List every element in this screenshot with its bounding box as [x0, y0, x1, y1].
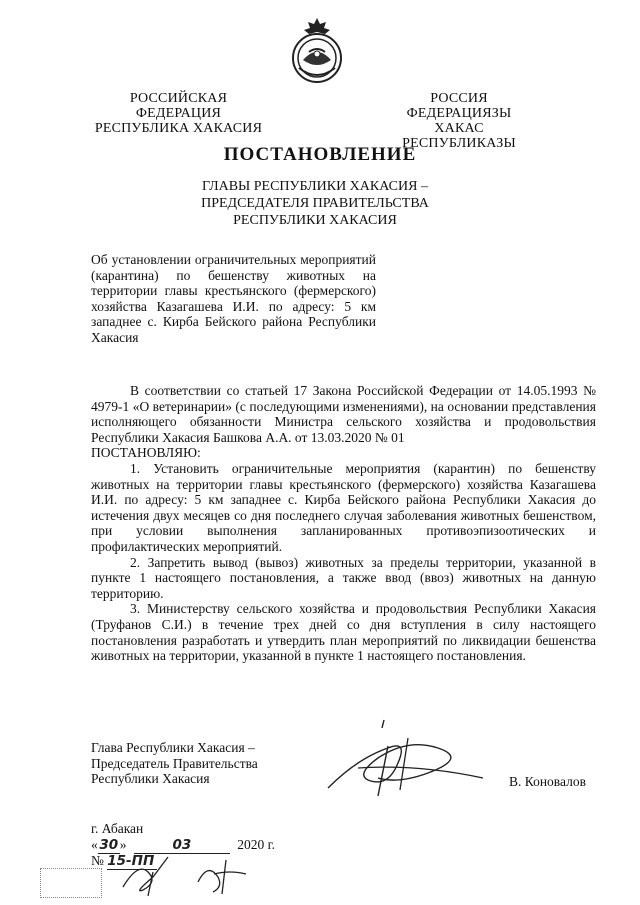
handwritten-signature [318, 718, 488, 798]
document-title: ПОСТАНОВЛЕНИЕ [223, 144, 417, 165]
signatory-name: В. Коновалов [509, 774, 586, 789]
date-open-quote: « [91, 837, 98, 852]
handwritten-initials [118, 852, 258, 897]
header-right-line2: ХАКАС РЕСПУБЛИКАЗЫ [402, 121, 516, 151]
document-body [91, 383, 596, 664]
subtitle-line2: ПРЕДСЕДАТЕЛЯ ПРАВИТЕЛЬСТВА [201, 196, 429, 211]
preamble-paragraph: В соответствии со статьей 17 Закона Российской Федерации от 14.05.1993 № 4979-1 «О ветеринарии» (с последующими изменениями), на основании представления исполняющего обязанности Министра сельского хозяйства и продовольствия Республики Хакасия Башкова А.А. от 13.03.2020 № 01 [91, 383, 596, 445]
subtitle-line3: РЕСПУБЛИКИ ХАКАСИЯ [233, 213, 397, 228]
signatory-title-line1: Глава Республики Хакасия – [91, 740, 255, 755]
item-1-paragraph: 1. Установить ограничительные мероприятия (карантин) по бешенству животных на территории главы крестьянского (фермерского) хозяйства Казагашева И.И. по адресу: 5 км западнее с. Кирба Бейского района Республики Хакасия до истечения двух месяцев со дня последнего случая заболевания животных бешенством, при условии выполнения запланированных противоэпизоотических и профилактических мероприятий. [91, 460, 596, 554]
header-russian-federation [91, 91, 266, 136]
date-year: 2020 г. [237, 837, 276, 852]
item-3-paragraph: 3. Министерству сельского хозяйства и продовольствия Республики Хакасия (Труфанов С.И.) в течение трех дней со дня вступления в силу настоящего постановления разработать и утвердить план мероприятий по ликвидации бешенства животных на территории, указанной в пункте 1 настоящего постановления. [91, 601, 596, 664]
header-right-line1: РОССИЯ ФЕДЕРАЦИЯЗЫ [406, 91, 512, 121]
subtitle-line1: ГЛАВЫ РЕСПУБЛИКИ ХАКАСИЯ – [202, 179, 428, 194]
header-left-line2: РЕСПУБЛИКА ХАКАСИЯ [94, 121, 263, 136]
date-day-handwritten: 30 [99, 837, 119, 853]
number-handwritten: 15-ПП [107, 853, 157, 870]
date-close-quote: » [119, 837, 127, 852]
document-subject: Об установлении ограничительных мероприятий (карантина) по бешенству животных на территории главы крестьянского (фермерского) хозяйства Казагашева И.И. по адресу: 5 км западнее с. Кирба Бейского района Республики Хакасия [91, 252, 376, 345]
signatory-title [91, 740, 258, 787]
item-2-paragraph: 2. Запретить вывод (вывоз) животных за пределы территории, указанной в пункте 1 настоящего постановления, а также ввод (ввоз) животных на данную территорию. [91, 554, 596, 601]
signatory-title-line2: Председатель Правительства [91, 755, 258, 771]
signatory-title-line3: Республики Хакасия [91, 771, 210, 787]
header-left-line1: РОССИЙСКАЯ ФЕДЕРАЦИЯ [129, 91, 228, 121]
number-sign: № [91, 853, 104, 868]
document-subtitle [180, 178, 450, 229]
date-month-handwritten: 03 [134, 837, 230, 854]
decree-word: ПОСТАНОВЛЯЮ: [91, 445, 201, 461]
document-place: г. Абакан [91, 821, 144, 836]
coat-of-arms-emblem [289, 16, 345, 84]
header-khakas-language [380, 91, 538, 151]
registration-stamp [40, 868, 102, 898]
